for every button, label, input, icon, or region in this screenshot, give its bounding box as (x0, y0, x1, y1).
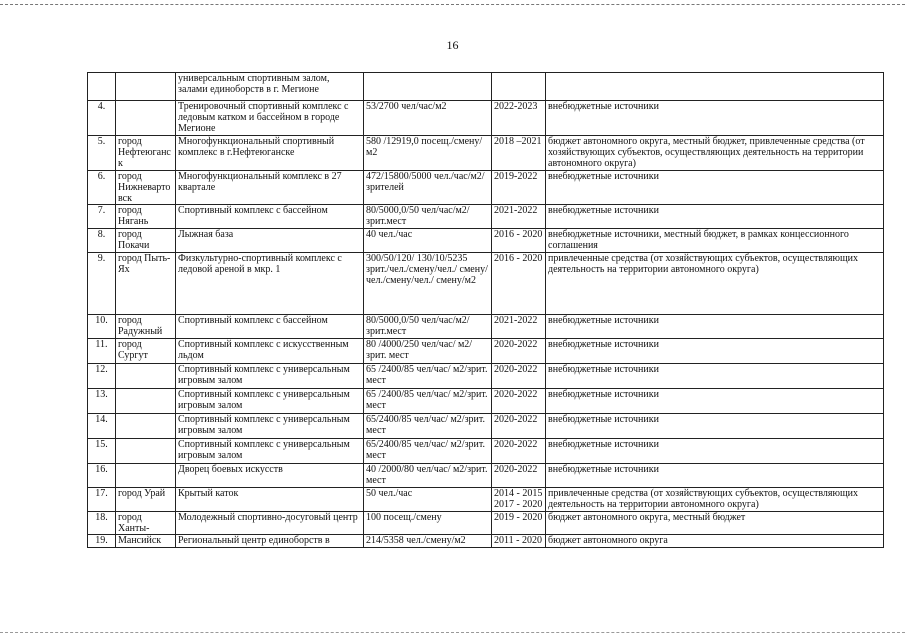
years-cell: 2022-2023 (492, 101, 546, 136)
object-cell: универсальным спортивным залом, залами единоборств в г. Мегионе (176, 73, 364, 101)
years-cell: 2018 –2021 (492, 136, 546, 171)
page-number: 16 (446, 38, 459, 52)
object-cell: Спортивный комплекс с бассейном (176, 205, 364, 229)
row-number: 18. (88, 512, 116, 535)
funding-cell: внебюджетные источники (546, 205, 884, 229)
city-cell (116, 464, 176, 488)
years-cell: 2019-2022 (492, 171, 546, 205)
capacity-cell: 100 посещ./смену (364, 512, 492, 535)
object-cell: Крытый каток (176, 488, 364, 512)
table-row (88, 414, 884, 439)
capacity-cell: 65/2400/85 чел/час/ м2/зрит. мест (364, 414, 492, 439)
capacity-cell: 80/5000,0/50 чел/час/м2/ зрит.мест (364, 315, 492, 339)
object-cell: Региональный центр единоборств в (176, 535, 364, 548)
scan-edge-top (0, 4, 905, 5)
capacity-cell: 472/15800/5000 чел./час/м2/зрителей (364, 171, 492, 205)
years-cell: 2020-2022 (492, 364, 546, 389)
capacity-cell: 65 /2400/85 чел/час/ м2/зрит. мест (364, 364, 492, 389)
city-cell: город Радужный (116, 315, 176, 339)
row-number: 13. (88, 389, 116, 414)
years-cell: 2021-2022 (492, 205, 546, 229)
object-cell: Спортивный комплекс с универсальным игровым залом (176, 364, 364, 389)
capacity-cell: 580 /12919,0 посещ./смену/м2 (364, 136, 492, 171)
years-cell: 2014 - 2015 2017 - 2020 (492, 488, 546, 512)
table-row (88, 171, 884, 205)
row-number: 9. (88, 253, 116, 315)
capacity-cell: 300/50/120/ 130/10/5235 зрит./чел./смену/чел./ смену/чел./смену/чел./ смену/м2 (364, 253, 492, 315)
table-row (88, 535, 884, 548)
capacity-cell: 65 /2400/85 чел/час/ м2/зрит. мест (364, 389, 492, 414)
table-row (88, 364, 884, 389)
table-row (88, 229, 884, 253)
row-number: 8. (88, 229, 116, 253)
row-number: 6. (88, 171, 116, 205)
row-number: 16. (88, 464, 116, 488)
object-cell: Тренировочный спортивный комплекс с ледовым катком и бассейном в городе Мегионе (176, 101, 364, 136)
object-cell: Спортивный комплекс с искусственным льдом (176, 339, 364, 364)
table-row (88, 315, 884, 339)
funding-cell: внебюджетные источники (546, 339, 884, 364)
table-row (88, 464, 884, 488)
facilities-table (87, 72, 884, 548)
row-number: 4. (88, 101, 116, 136)
scan-edge-bottom (0, 632, 905, 633)
row-number: 7. (88, 205, 116, 229)
object-cell: Спортивный комплекс с универсальным игровым залом (176, 414, 364, 439)
funding-cell: внебюджетные источники (546, 364, 884, 389)
row-number: 11. (88, 339, 116, 364)
years-cell: 2016 - 2020 (492, 253, 546, 315)
years-cell (492, 73, 546, 101)
table-row (88, 101, 884, 136)
funding-cell: бюджет автономного округа, местный бюджет (546, 512, 884, 535)
city-cell (116, 73, 176, 101)
row-number: 12. (88, 364, 116, 389)
capacity-cell: 65/2400/85 чел/час/ м2/зрит. мест (364, 439, 492, 464)
years-cell: 2019 - 2020 (492, 512, 546, 535)
city-cell (116, 364, 176, 389)
funding-cell: внебюджетные источники (546, 389, 884, 414)
capacity-cell: 80 /4000/250 чел/час/ м2/зрит. мест (364, 339, 492, 364)
years-cell: 2011 - 2020 (492, 535, 546, 548)
city-cell: город Урай (116, 488, 176, 512)
funding-cell: внебюджетные источники (546, 414, 884, 439)
years-cell: 2020-2022 (492, 339, 546, 364)
city-cell: город Нефтеюганс к (116, 136, 176, 171)
row-number: 5. (88, 136, 116, 171)
funding-cell: внебюджетные источники, местный бюджет, в рамках концессионного соглашения (546, 229, 884, 253)
city-cell: город Нижневарто вск (116, 171, 176, 205)
row-number: 17. (88, 488, 116, 512)
city-cell (116, 389, 176, 414)
city-cell (116, 101, 176, 136)
capacity-cell (364, 73, 492, 101)
funding-cell: привлеченные средства (от хозяйствующих субъектов, осуществляющих деятельность на территории автономного округа) (546, 488, 884, 512)
object-cell: Лыжная база (176, 229, 364, 253)
capacity-cell: 50 чел./час (364, 488, 492, 512)
years-cell: 2020-2022 (492, 439, 546, 464)
funding-cell: внебюджетные источники (546, 315, 884, 339)
table-row (88, 339, 884, 364)
object-cell: Многофункциональный спортивный комплекс в г.Нефтеюганске (176, 136, 364, 171)
funding-cell: внебюджетные источники (546, 439, 884, 464)
years-cell: 2021-2022 (492, 315, 546, 339)
table-row (88, 512, 884, 535)
years-cell: 2020-2022 (492, 464, 546, 488)
years-cell: 2016 - 2020 (492, 229, 546, 253)
capacity-cell: 80/5000,0/50 чел/час/м2/ зрит.мест (364, 205, 492, 229)
funding-cell: внебюджетные источники (546, 101, 884, 136)
object-cell: Молодежный спортивно-досуговый центр (176, 512, 364, 535)
years-cell: 2020-2022 (492, 389, 546, 414)
funding-cell: привлеченные средства (от хозяйствующих субъектов, осуществляющих деятельность на территории автономного округа) (546, 253, 884, 315)
city-cell: город Сургут (116, 339, 176, 364)
years-cell: 2020-2022 (492, 414, 546, 439)
capacity-cell: 40 чел./час (364, 229, 492, 253)
city-cell: город Нягань (116, 205, 176, 229)
city-cell: город Пыть-Ях (116, 253, 176, 315)
table-row (88, 488, 884, 512)
table-row (88, 439, 884, 464)
row-number: 19. (88, 535, 116, 548)
capacity-cell: 40 /2000/80 чел/час/ м2/зрит. мест (364, 464, 492, 488)
city-cell (116, 414, 176, 439)
object-cell: Многофункциональный комплекс в 27 квартале (176, 171, 364, 205)
city-cell: город Ханты- (116, 512, 176, 535)
table-row (88, 389, 884, 414)
object-cell: Физкультурно-спортивный комплекс с ледовой ареной в мкр. 1 (176, 253, 364, 315)
row-number: 14. (88, 414, 116, 439)
row-number: 10. (88, 315, 116, 339)
object-cell: Дворец боевых искусств (176, 464, 364, 488)
funding-cell: бюджет автономного округа, местный бюджет, привлеченные средства (от хозяйствующих субъектов, осуществляющих деятельность на территории автономного округа) (546, 136, 884, 171)
funding-cell: внебюджетные источники (546, 464, 884, 488)
table-row (88, 136, 884, 171)
city-cell: Мансийск (116, 535, 176, 548)
city-cell: город Покачи (116, 229, 176, 253)
object-cell: Спортивный комплекс с универсальным игровым залом (176, 389, 364, 414)
city-cell (116, 439, 176, 464)
table-row (88, 205, 884, 229)
object-cell: Спортивный комплекс с бассейном (176, 315, 364, 339)
capacity-cell: 214/5358 чел./смену/м2 (364, 535, 492, 548)
object-cell: Спортивный комплекс с универсальным игровым залом (176, 439, 364, 464)
table-row (88, 253, 884, 315)
table-row (88, 73, 884, 101)
funding-cell: внебюджетные источники (546, 171, 884, 205)
row-number (88, 73, 116, 101)
funding-cell (546, 73, 884, 101)
capacity-cell: 53/2700 чел/час/м2 (364, 101, 492, 136)
funding-cell: бюджет автономного округа (546, 535, 884, 548)
row-number: 15. (88, 439, 116, 464)
